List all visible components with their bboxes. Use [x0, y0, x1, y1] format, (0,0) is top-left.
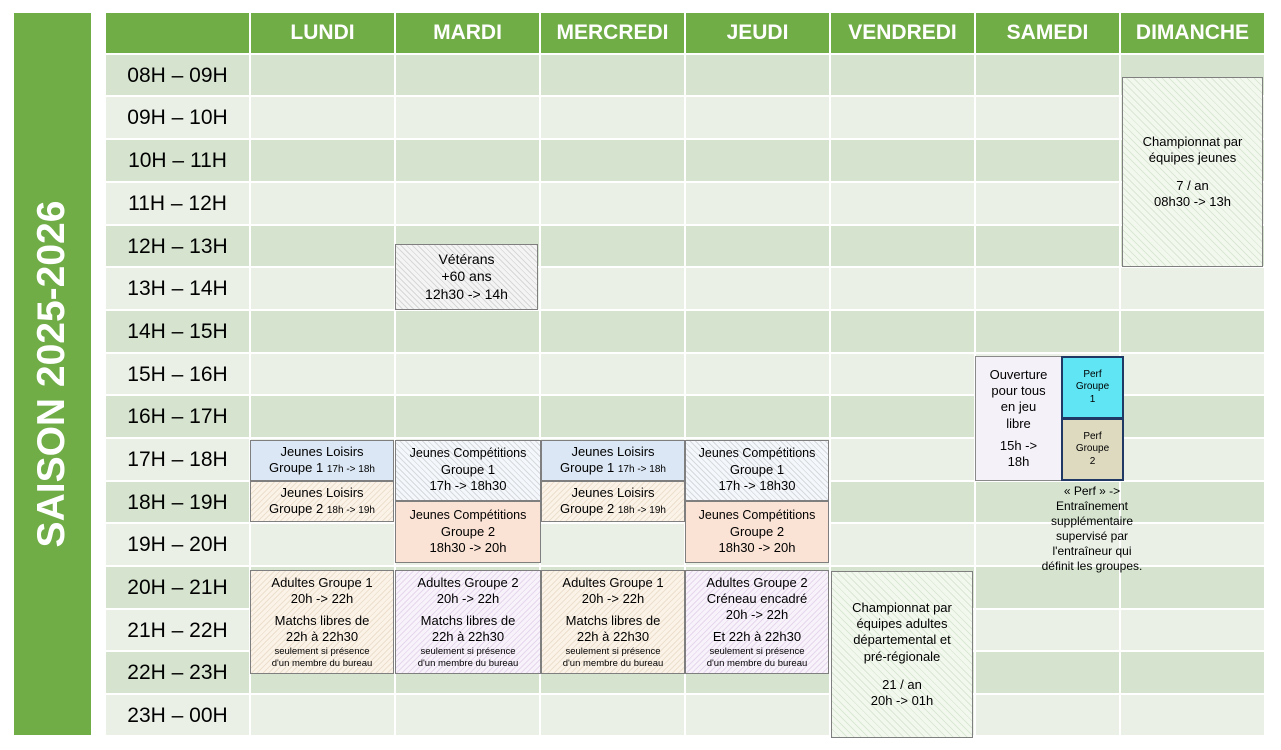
- event-vendredi-championnat-adultes: [831, 571, 973, 738]
- event-text: Groupe 1: [729, 462, 785, 478]
- event-text: libre: [1006, 415, 1031, 431]
- event-time: 17h -> 18h: [617, 464, 666, 476]
- event-samedi-perf-groupe-1: [1061, 356, 1124, 419]
- header-day-vendredi: VENDREDI: [831, 13, 974, 53]
- event-text: Groupe: [1075, 443, 1110, 455]
- event-text: Ouverture: [989, 366, 1048, 382]
- header-day-mercredi: MERCREDI: [541, 13, 684, 53]
- season-title: SAISON 2025-2026: [30, 200, 73, 548]
- event-dimanche-championnat-jeunes: [1122, 77, 1263, 267]
- event-mercredi-jeunes-loisirs-groupe-2: [541, 481, 685, 522]
- event-time: 20h -> 22h: [725, 607, 789, 623]
- event-group: Groupe 1: [560, 460, 615, 476]
- event-jeudi-jeunes-competitions-groupe-2: [685, 501, 829, 563]
- event-text: équipes adultes: [856, 616, 948, 631]
- header-day-samedi: SAMEDI: [976, 13, 1119, 53]
- event-text: 21 / an: [882, 676, 922, 692]
- time-slot: 13H – 14H: [127, 276, 228, 300]
- time-slot: 21H – 22H: [127, 618, 228, 642]
- event-text: [560, 460, 666, 477]
- header-day-dimanche: DIMANCHE: [1121, 13, 1264, 53]
- time-slot: 23H – 00H: [127, 703, 228, 727]
- event-text: +60 ans: [441, 268, 492, 285]
- event-group: Groupe 2: [269, 501, 324, 517]
- event-time: 18h30 -> 20h: [429, 539, 507, 555]
- event-time: Et 22h à 22h30: [712, 629, 802, 645]
- event-time: 20h -> 22h: [581, 590, 645, 606]
- event-note: seulement si présence: [274, 645, 370, 657]
- time-slot: 08H – 09H: [127, 63, 228, 87]
- event-text: Jeunes Loisirs: [571, 485, 655, 501]
- event-text: Adultes Groupe 1: [562, 574, 664, 590]
- event-samedi-ouverture: [975, 356, 1062, 481]
- event-note: seulement si présence: [565, 645, 661, 657]
- event-samedi-perf-groupe-2: [1061, 418, 1124, 481]
- event-group: Groupe 1: [269, 460, 324, 476]
- event-text: Adultes Groupe 2: [417, 574, 519, 590]
- event-text: Adultes Groupe 1: [271, 574, 373, 590]
- event-mercredi-adultes-groupe-1: [541, 570, 685, 674]
- event-text: Groupe 1: [440, 462, 496, 478]
- event-text: Jeunes Compétitions: [409, 507, 527, 522]
- time-slot: 14H – 15H: [127, 319, 228, 343]
- note-text: Entraînement: [1055, 499, 1129, 513]
- event-text: Matchs libres de: [274, 613, 370, 629]
- event-note: d'un membre du bureau: [271, 657, 373, 669]
- time-slot: 10H – 11H: [128, 148, 227, 172]
- note-text: « Perf » ->: [1063, 484, 1121, 498]
- time-slot: 18H – 19H: [127, 490, 228, 514]
- event-text: pré-régionale: [863, 648, 941, 664]
- event-mardi-adultes-groupe-2: [395, 570, 541, 674]
- event-text: [560, 501, 666, 518]
- event-text: Championnat par: [852, 599, 952, 615]
- event-time: 22h à 22h30: [431, 629, 505, 645]
- event-time: 17h -> 18h: [326, 464, 375, 476]
- event-time: 12h30 -> 14h: [425, 285, 508, 302]
- event-text: Jeunes Loisirs: [280, 444, 364, 460]
- event-note: d'un membre du bureau: [706, 657, 808, 669]
- note-text: l'entraîneur qui: [1052, 544, 1132, 558]
- event-time: 22h à 22h30: [576, 629, 650, 645]
- time-slot: 09H – 10H: [127, 105, 228, 129]
- event-text: Matchs libres de: [565, 613, 661, 629]
- event-time: 18h -> 19h: [617, 505, 666, 517]
- event-jeudi-adultes-groupe-2: [685, 570, 829, 674]
- event-text: pour tous: [991, 383, 1046, 398]
- event-text: Vétérans: [438, 250, 495, 267]
- time-slot: 12H – 13H: [127, 234, 228, 258]
- event-time: 17h -> 18h30: [718, 478, 796, 494]
- event-jeudi-jeunes-competitions-groupe-1: [685, 440, 829, 501]
- event-mardi-jeunes-competitions-groupe-1: [395, 440, 541, 501]
- event-note: d'un membre du bureau: [562, 657, 664, 669]
- header-day-lundi: LUNDI: [251, 13, 394, 53]
- event-text: Jeunes Compétitions: [409, 446, 527, 461]
- event-text: Jeunes Compétitions: [698, 507, 816, 522]
- event-mardi-veterans: [395, 244, 538, 310]
- time-slot: 16H – 17H: [127, 404, 228, 428]
- event-text: équipes jeunes: [1148, 149, 1237, 165]
- event-text: Jeunes Compétitions: [698, 446, 816, 461]
- header-day-jeudi: JEUDI: [686, 13, 829, 53]
- event-time: 20h -> 22h: [290, 590, 354, 606]
- time-slot: 15H – 16H: [127, 362, 228, 386]
- event-note: d'un membre du bureau: [417, 657, 519, 669]
- header-day-mardi: MARDI: [396, 13, 539, 53]
- header-corner: [106, 13, 249, 53]
- event-text: Créneau encadré: [706, 590, 808, 606]
- event-text: Groupe 2: [729, 523, 785, 539]
- event-text: 2: [1089, 455, 1096, 467]
- event-note: seulement si présence: [709, 645, 805, 657]
- time-slot: 22H – 23H: [127, 660, 228, 684]
- note-text: supplémentaire: [1050, 514, 1134, 528]
- event-group: Groupe 2: [560, 501, 615, 517]
- event-text: Groupe 2: [440, 523, 496, 539]
- event-time: 20h -> 22h: [436, 590, 500, 606]
- event-note: seulement si présence: [420, 645, 516, 657]
- event-text: départemental et: [853, 632, 951, 648]
- event-time: 08h30 -> 13h: [1154, 194, 1231, 210]
- time-slot: 20H – 21H: [127, 575, 228, 599]
- event-time: 20h -> 01h: [870, 693, 934, 708]
- event-text: 1: [1089, 393, 1096, 405]
- event-time: 17h -> 18h30: [429, 478, 507, 494]
- event-time: 22h à 22h30: [285, 629, 359, 645]
- event-mardi-jeunes-competitions-groupe-2: [395, 501, 541, 563]
- event-text: Jeunes Loisirs: [571, 444, 655, 460]
- note-text: supervisé par: [1055, 529, 1129, 543]
- event-text: 7 / an: [1176, 178, 1209, 193]
- event-text: Matchs libres de: [420, 613, 516, 629]
- event-time: 15h ->: [999, 437, 1038, 453]
- event-text: Perf: [1083, 430, 1102, 442]
- event-time: 18h: [1007, 454, 1030, 469]
- perf-note: [1036, 484, 1148, 574]
- event-text: Championnat par: [1142, 133, 1243, 149]
- event-text: en jeu: [1000, 399, 1037, 415]
- event-text: [269, 501, 375, 518]
- event-lundi-jeunes-loisirs-groupe-2: [250, 481, 394, 522]
- event-text: Jeunes Loisirs: [280, 485, 364, 501]
- time-slot: 11H – 12H: [128, 191, 227, 215]
- time-slot: 19H – 20H: [127, 532, 228, 556]
- event-mercredi-jeunes-loisirs-groupe-1: [541, 440, 685, 481]
- event-time: 18h -> 19h: [326, 505, 375, 517]
- note-text: définit les groupes.: [1041, 559, 1143, 573]
- event-time: 18h30 -> 20h: [718, 539, 796, 555]
- season-banner: [14, 13, 91, 735]
- time-slot: 17H – 18H: [127, 447, 228, 471]
- event-text: Groupe: [1075, 381, 1110, 393]
- event-lundi-jeunes-loisirs-groupe-1: [250, 440, 394, 481]
- event-lundi-adultes-groupe-1: [250, 570, 394, 674]
- event-text: [269, 460, 375, 477]
- event-text: Adultes Groupe 2: [706, 574, 808, 590]
- event-text: Perf: [1083, 368, 1102, 380]
